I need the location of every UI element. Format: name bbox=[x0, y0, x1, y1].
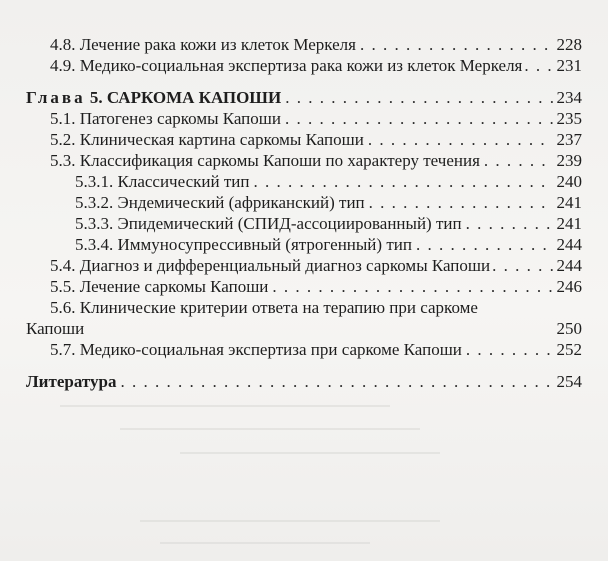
toc-page-number: 254 bbox=[556, 372, 582, 391]
toc-entry-label: 5.3.2. Эндемический (африканский) тип bbox=[75, 193, 365, 212]
toc-page-number: 235 bbox=[556, 109, 582, 128]
toc-entry-label: Литература bbox=[26, 372, 117, 391]
toc-entry-label: 5.3. Классификация саркомы Капоши по характеру течения bbox=[50, 151, 480, 170]
toc-entry-label: 5.4. Диагноз и дифференциальный диагноз саркомы Капоши bbox=[50, 256, 491, 275]
dot-leader bbox=[416, 234, 553, 255]
toc-entry-label: 5.3.4. Иммуносупрессивный (ятрогенный) тип bbox=[75, 235, 412, 254]
toc-entry-5-6-line1: 5.6. Клинические критерии ответа на терапию при саркоме bbox=[50, 298, 478, 317]
toc-entry-5-3-2 bbox=[75, 192, 582, 213]
toc-entry-5-7 bbox=[50, 339, 582, 360]
dot-leader bbox=[524, 55, 553, 76]
toc-entry-5-4 bbox=[50, 255, 582, 276]
toc-entry-literature bbox=[26, 371, 582, 392]
toc-page-number: 240 bbox=[556, 172, 582, 191]
toc-chapter-label bbox=[26, 87, 281, 108]
dot-leader bbox=[285, 108, 553, 129]
toc-page-number: 246 bbox=[556, 277, 582, 296]
toc-page-number: 241 bbox=[556, 193, 582, 212]
toc-page-number: 234 bbox=[556, 88, 582, 107]
toc-entry-label: 5.1. Патогенез саркомы Капоши bbox=[50, 109, 281, 128]
toc-entry-5-3-1 bbox=[75, 171, 582, 192]
toc-page-number: 237 bbox=[556, 130, 582, 149]
dot-leader bbox=[466, 213, 553, 234]
toc-entry-4-8 bbox=[50, 34, 582, 55]
toc-page-number: 244 bbox=[556, 256, 582, 275]
toc-page-number: 231 bbox=[556, 56, 582, 75]
toc-entry-label: 5.5. Лечение саркомы Капоши bbox=[50, 277, 269, 296]
dot-leader bbox=[253, 171, 553, 192]
dot-leader bbox=[120, 371, 553, 392]
dot-leader bbox=[369, 192, 553, 213]
toc-entry-5-6 bbox=[26, 318, 582, 339]
dot-leader bbox=[285, 87, 553, 108]
dot-leader bbox=[368, 129, 553, 150]
toc-entry-4-9 bbox=[50, 55, 582, 76]
dot-leader bbox=[484, 150, 553, 171]
toc-page-number: 241 bbox=[556, 214, 582, 233]
toc-entry-label: 5.2. Клиническая картина саркомы Капоши bbox=[50, 130, 364, 149]
toc-page-number: 239 bbox=[556, 151, 582, 170]
toc-entry-label: 5.3.1. Классический тип bbox=[75, 172, 250, 191]
toc-page-number: 252 bbox=[556, 340, 582, 359]
chapter-title: 5. САРКОМА КАПОШИ bbox=[89, 88, 282, 107]
toc-page-number: 250 bbox=[556, 319, 582, 338]
toc-entry-5-2 bbox=[50, 129, 582, 150]
toc-page-number: 244 bbox=[556, 235, 582, 254]
toc-entry-label: 5.3.3. Эпидемический (СПИД-ассоциированный) тип bbox=[75, 214, 462, 233]
dot-leader bbox=[360, 34, 553, 55]
dot-leader bbox=[492, 255, 553, 276]
toc-entry-label: 4.9. Медико-социальная экспертиза рака кожи из клеток Меркеля bbox=[50, 56, 523, 75]
toc-entry-5-3-4 bbox=[75, 234, 582, 255]
toc-entry-5-1 bbox=[50, 108, 582, 129]
toc-entry-label: 4.8. Лечение рака кожи из клеток Меркеля bbox=[50, 35, 356, 54]
toc-entry-5-3 bbox=[50, 150, 582, 171]
dot-leader bbox=[272, 276, 553, 297]
toc-entry-5-3-3 bbox=[75, 213, 582, 234]
toc-page-number: 228 bbox=[556, 35, 582, 54]
toc-entry-label: Капоши bbox=[26, 319, 85, 338]
dot-leader bbox=[466, 339, 553, 360]
toc-chapter-5 bbox=[26, 87, 582, 108]
toc-entry-label: 5.7. Медико-социальная экспертиза при саркоме Капоши bbox=[50, 340, 462, 359]
chapter-word: Глава bbox=[26, 88, 86, 107]
toc-entry-5-5 bbox=[50, 276, 582, 297]
